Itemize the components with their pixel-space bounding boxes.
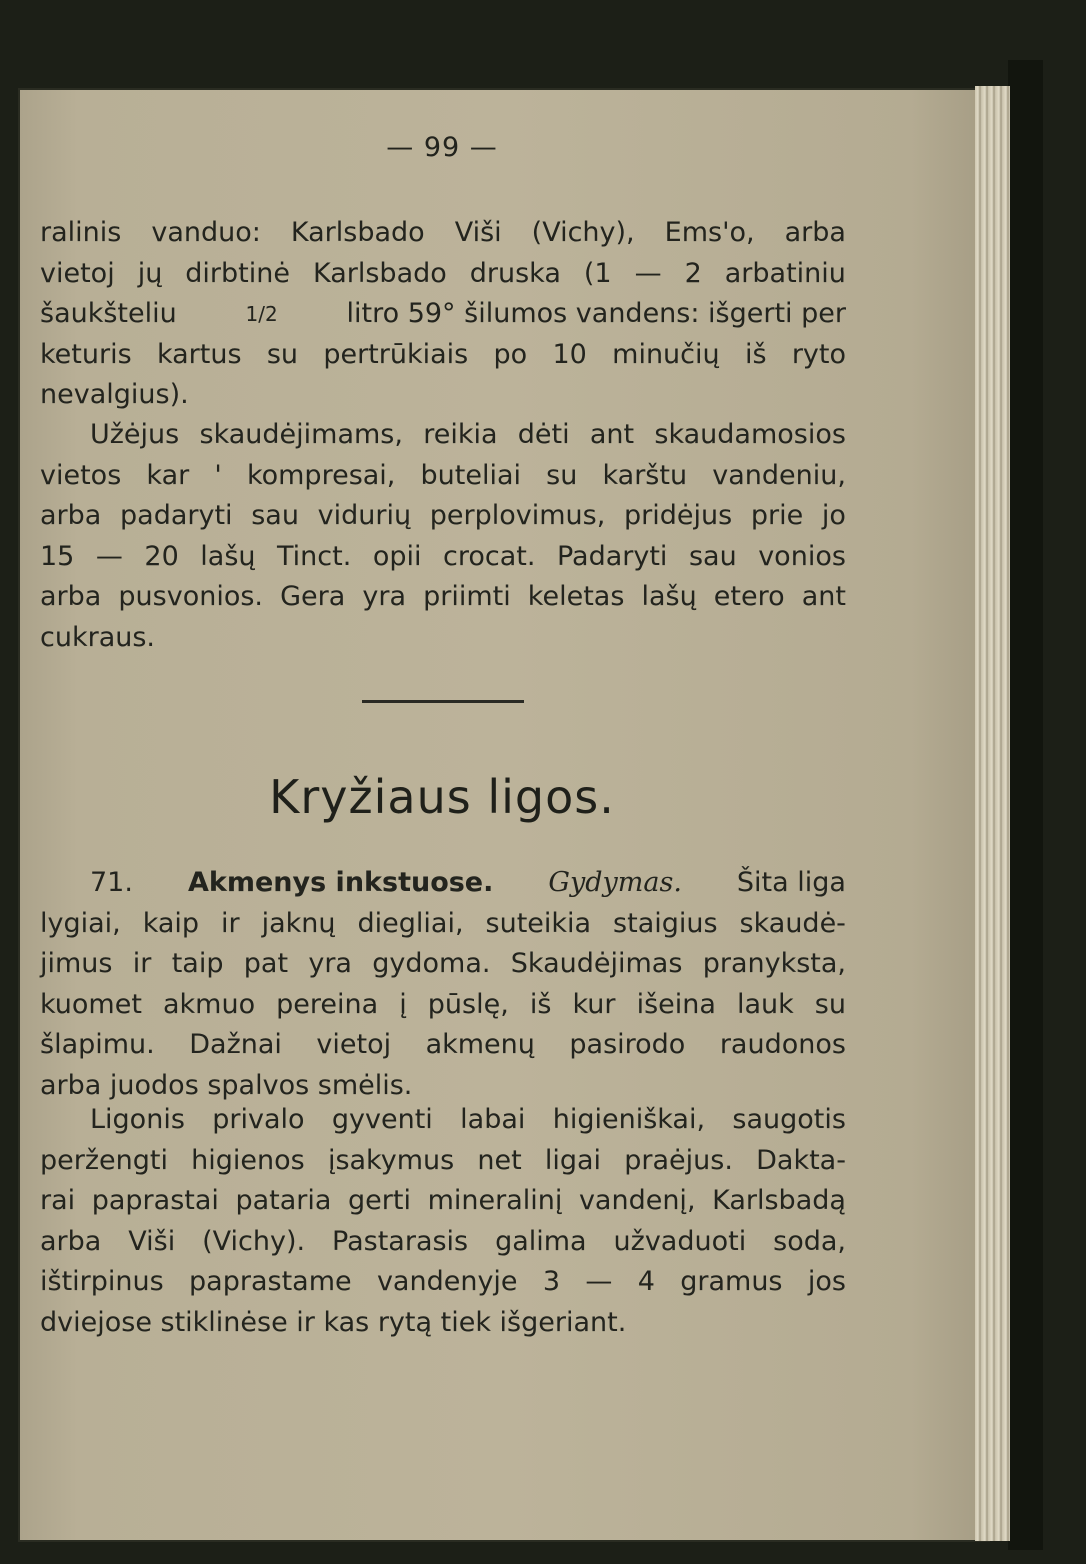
text-line: Ligonis privalo gyventi labai higieniškai, saugotis: [90, 1104, 846, 1135]
text-line: rai paprastai pataria gerti mineralinį vandenį, Karlsbadą: [40, 1185, 846, 1216]
text-line: jimus ir taip pat yra gydoma. Skaudėjimas pranyksta,: [40, 948, 846, 979]
paragraph-3: [40, 863, 846, 1106]
text-line: arba Viši (Vichy). Pastarasis galima užvaduoti soda,: [40, 1225, 846, 1257]
text-line: šlapimu. Dažnai vietoj akmenų pasirodo raudonos: [40, 1029, 846, 1060]
text-line: arba padaryti sau vidurių perplovimus, pridėjus prie jo: [40, 500, 846, 531]
text-line: [40, 863, 846, 904]
line-end: litro 59° šilumos vandens: išgerti per: [346, 298, 846, 329]
paragraph-1: [40, 213, 846, 416]
page-edges: [975, 86, 1010, 1541]
line-start: šaukšteliu: [40, 298, 177, 329]
page-number: — 99 —: [386, 132, 498, 163]
book-binding: [1008, 60, 1043, 1550]
text-line: cukraus.: [40, 621, 156, 653]
text-line: dviejose stiklinėse ir kas rytą tiek išgeriant.: [40, 1306, 627, 1338]
text-line: ištirpinus paprastame vandenyje 3 — 4 gramus jos: [40, 1266, 846, 1297]
text-line: nevalgius).: [40, 379, 189, 410]
paragraph-4: [40, 1100, 846, 1343]
text-line: ralinis vanduo: Karlsbado Viši (Vichy), Ems'o, arba: [40, 217, 846, 248]
text-line: vietoj jų dirbtinė Karlsbado druska (1 — 2 arbatiniu: [40, 257, 846, 289]
paragraph-2: [40, 415, 846, 658]
text-line: keturis kartus su pertrūkiais po 10 minučių iš ryto: [40, 338, 846, 370]
text-line: kuomet akmuo pereina į pūslę, iš kur išeina lauk su: [40, 988, 846, 1020]
entry-title: Akmenys inkstuose.: [187, 867, 494, 898]
section-divider: [362, 700, 524, 703]
text-line: arba pusvonios. Gera yra priimti keletas lašų etero ant: [40, 581, 846, 612]
section-heading: Kryžiaus ligos.: [269, 770, 615, 824]
fraction: 1/2: [245, 302, 278, 326]
text-line: peržengti higienos įsakymus net ligai praėjus. Dakta-: [40, 1144, 846, 1176]
entry-label: Gydymas.: [548, 867, 682, 898]
entry-number: 71.: [90, 867, 133, 898]
text-line: arba juodos spalvos smėlis.: [40, 1069, 413, 1101]
text-line: Užėjus skaudėjimams, reikia dėti ant skaudamosios: [90, 419, 846, 450]
text-line: lygiai, kaip ir jaknų diegliai, suteikia staigius skaudė-: [40, 907, 846, 939]
line-end: Šita liga: [736, 867, 846, 898]
text-line: [40, 294, 846, 335]
text-line: 15 — 20 lašų Tinct. opii crocat. Padaryti sau vonios: [40, 540, 846, 572]
text-line: vietos kar ' kompresai, buteliai su karštu vandeniu,: [40, 459, 846, 491]
